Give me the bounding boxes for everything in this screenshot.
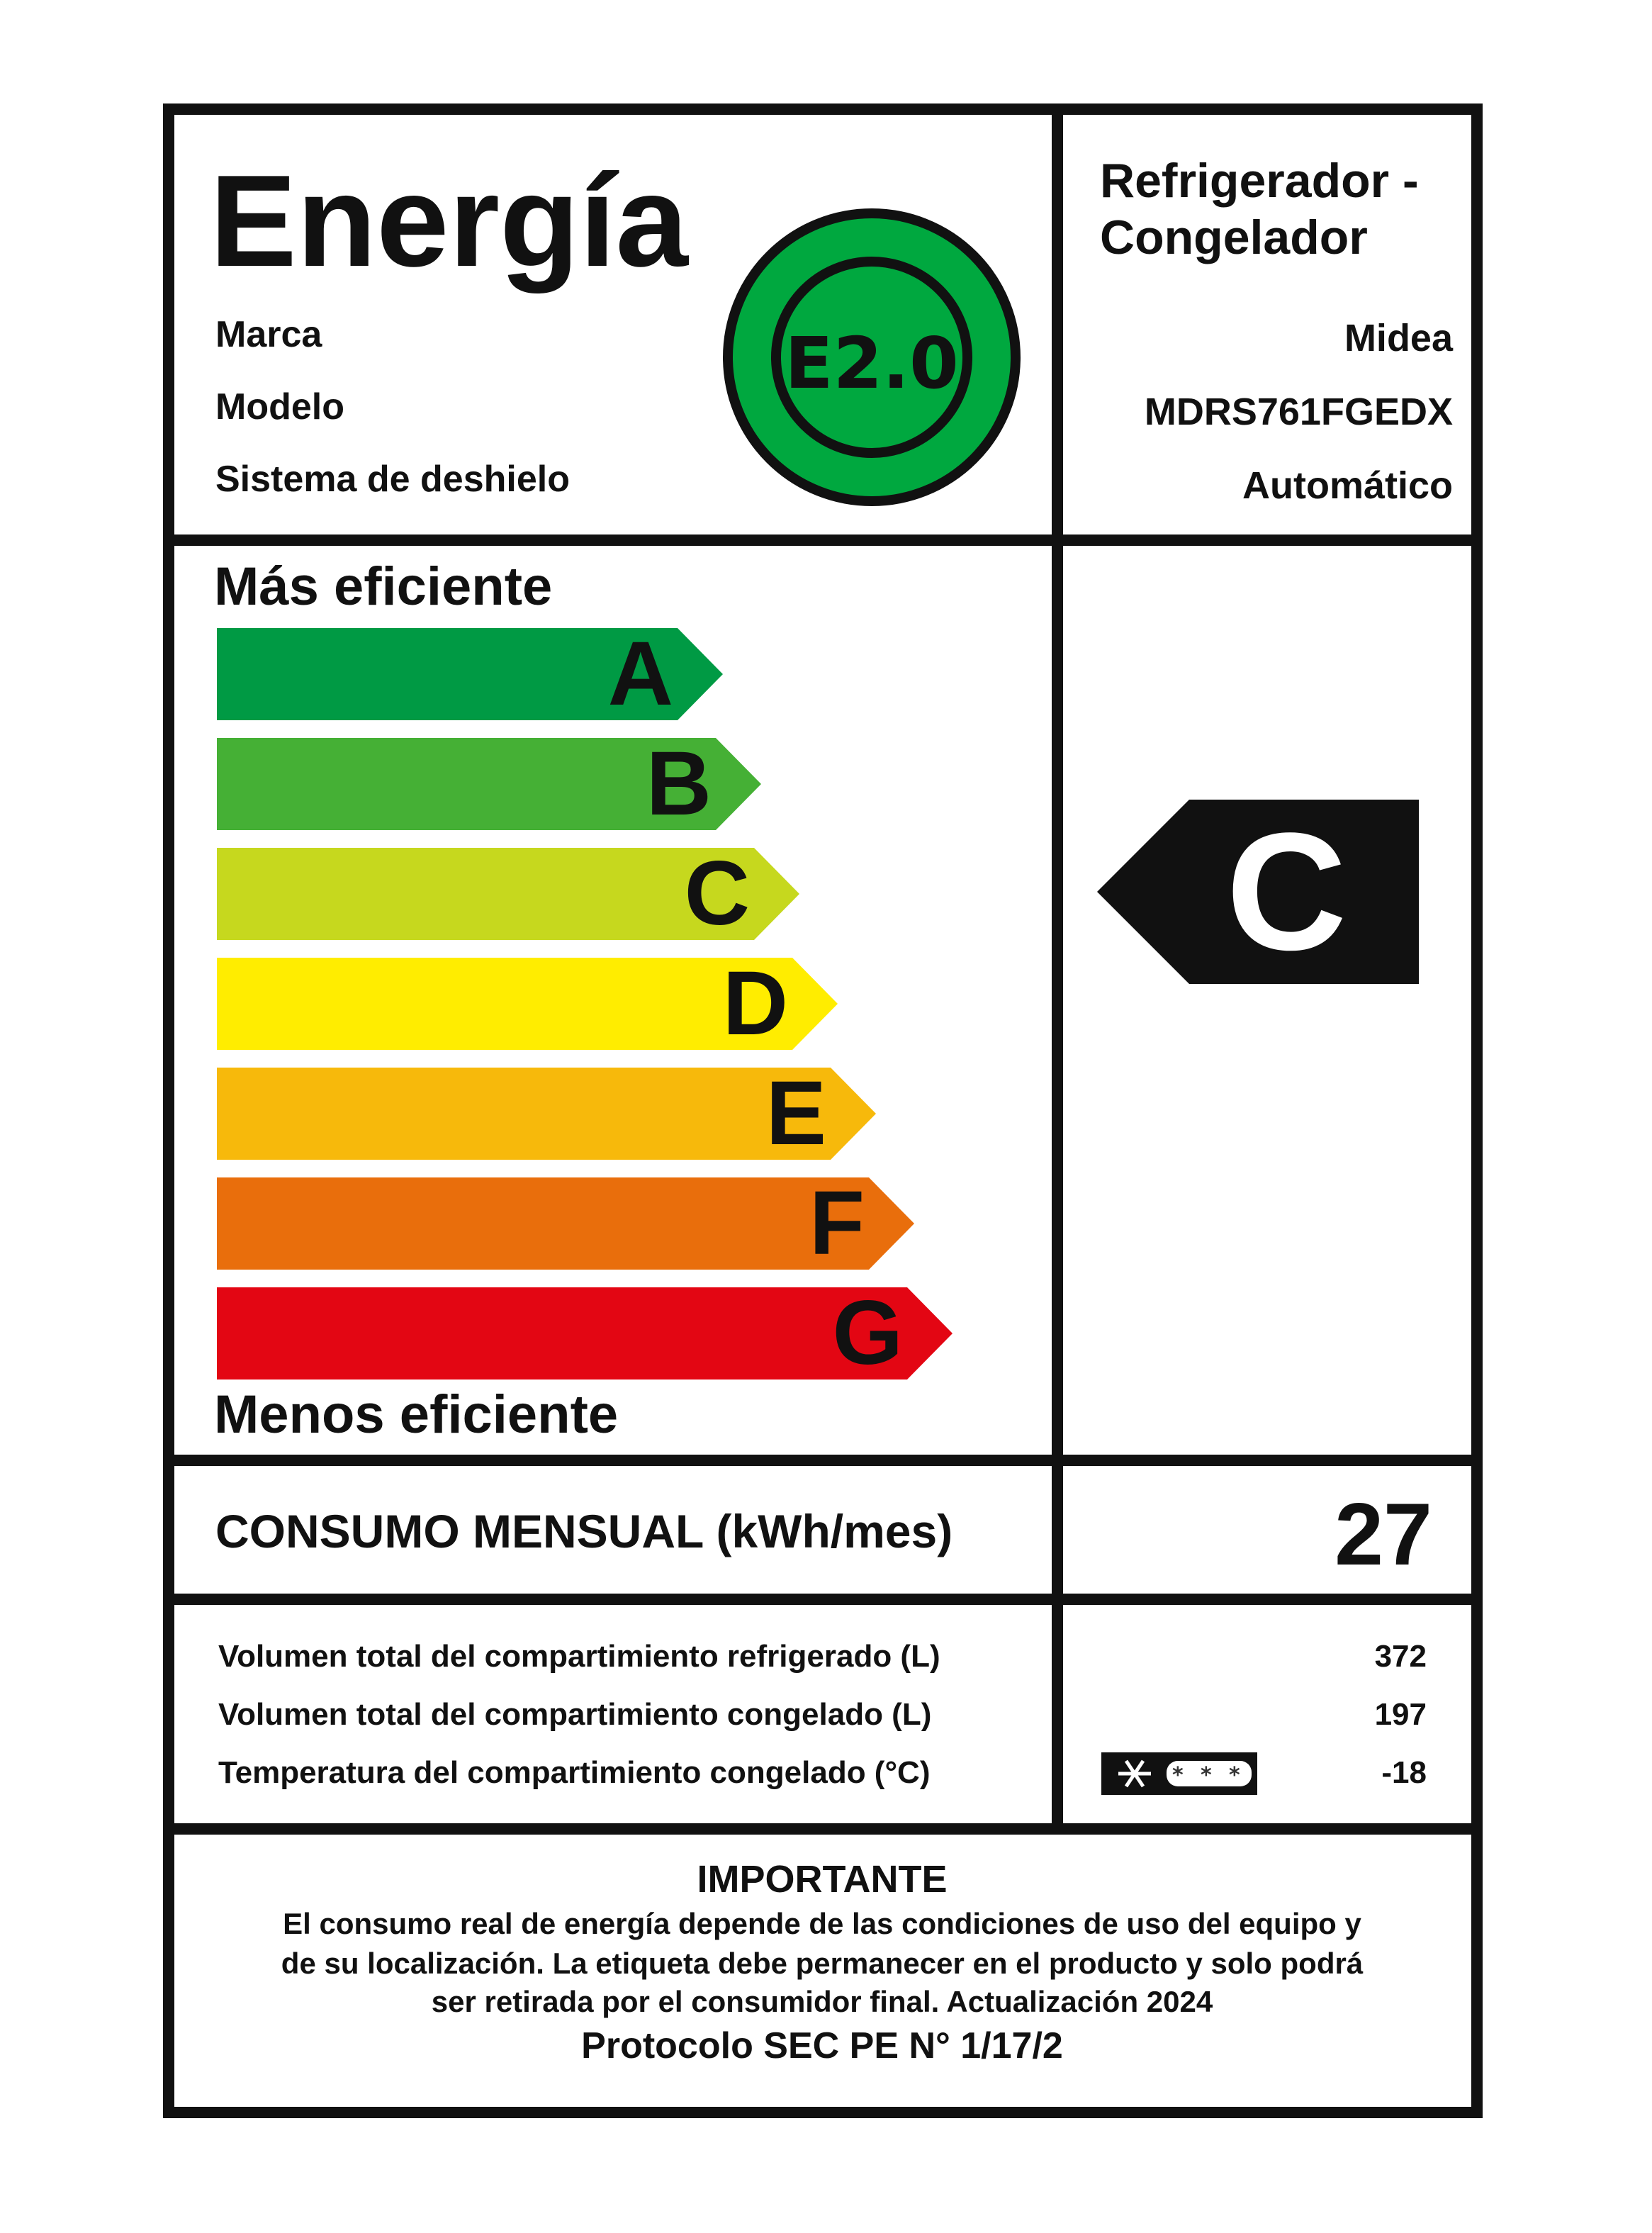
protocol: Protocolo SEC PE N° 1/17/2 <box>581 2025 1063 2066</box>
product-type: Refrigerador - <box>1100 154 1419 208</box>
label-title: Energía <box>210 147 688 293</box>
defrost-label: Sistema de deshielo <box>215 459 570 500</box>
model-value: MDRS761FGEDX <box>1144 391 1453 433</box>
efficiency-bar-b <box>217 733 761 834</box>
important-text: ser retirada por el consumidor final. Actualización 2024 <box>431 1985 1213 2018</box>
efficiency-letter: G <box>832 1282 903 1384</box>
efficiency-letter: E <box>765 1063 826 1164</box>
spec-label: Temperatura del compartimiento congelado (°C) <box>218 1755 931 1790</box>
badge-text: E2.0 <box>785 322 959 405</box>
svg-text:*: * <box>1172 1763 1184 1788</box>
e2-badge-icon <box>723 208 1021 506</box>
efficiency-bar-g <box>217 1282 953 1384</box>
efficiency-letter: D <box>722 953 788 1054</box>
spec-label: Volumen total del compartimiento congelado (L) <box>218 1697 932 1732</box>
divider <box>163 1823 1483 1835</box>
least-efficient-label: Menos eficiente <box>214 1384 619 1445</box>
model-label: Modelo <box>215 386 344 427</box>
divider <box>163 1455 1483 1466</box>
spec-label: Volumen total del compartimiento refrigerado (L) <box>218 1639 940 1674</box>
product-type-2: Congelador <box>1100 211 1368 264</box>
svg-text:*: * <box>1201 1763 1212 1788</box>
divider-vertical <box>1052 103 1063 1829</box>
spec-value: -18 <box>1381 1755 1427 1790</box>
freezer-star-rating-icon <box>1101 1752 1257 1795</box>
brand-value: Midea <box>1344 317 1453 359</box>
svg-text:*: * <box>1229 1763 1240 1788</box>
brand-label: Marca <box>215 314 322 355</box>
efficiency-bar-e <box>217 1063 876 1164</box>
rating-letter: C <box>1226 798 1347 985</box>
efficiency-bar-d <box>217 953 838 1054</box>
spec-value: 372 <box>1374 1639 1427 1674</box>
efficiency-letter: C <box>684 843 750 944</box>
efficiency-letter: A <box>607 623 673 724</box>
important-text: El consumo real de energía depende de las condiciones de uso del equipo y <box>283 1907 1361 1940</box>
important-text: de su localización. La etiqueta debe permanecer en el producto y solo podrá <box>281 1947 1364 1980</box>
important-title: IMPORTANTE <box>697 1858 948 1901</box>
consumption-label: CONSUMO MENSUAL (kWh/mes) <box>215 1505 953 1557</box>
efficiency-letter: F <box>809 1173 865 1274</box>
efficiency-bar-a <box>217 623 723 724</box>
consumption-value: 27 <box>1334 1486 1432 1584</box>
divider <box>163 535 1483 546</box>
divider <box>163 1594 1483 1605</box>
efficiency-bar-f <box>217 1173 914 1274</box>
defrost-value: Automático <box>1242 464 1453 507</box>
efficiency-bar-c <box>217 843 799 944</box>
most-efficient-label: Más eficiente <box>214 556 553 617</box>
spec-value: 197 <box>1374 1697 1427 1732</box>
efficiency-letter: B <box>646 733 712 834</box>
